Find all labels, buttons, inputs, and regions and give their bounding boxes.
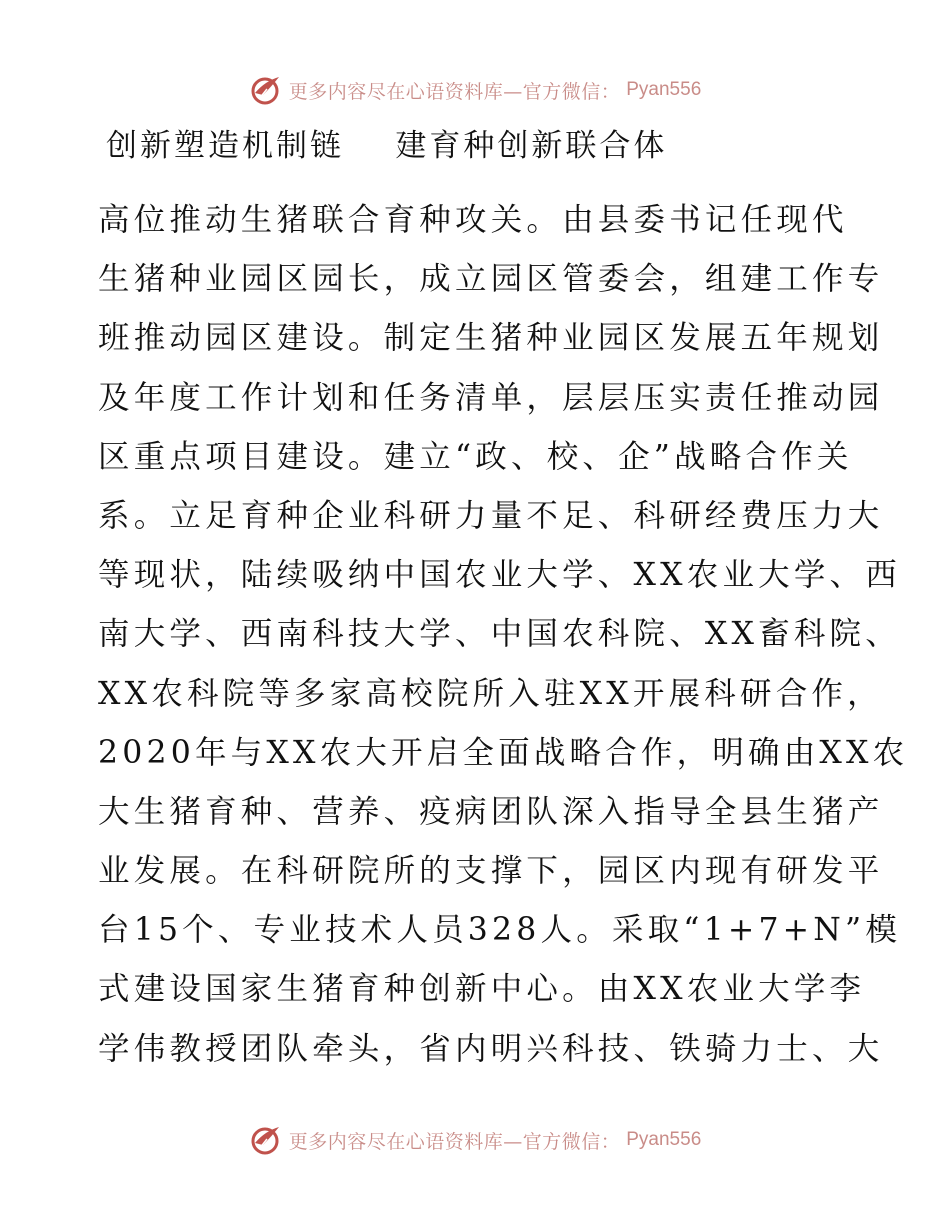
body-line: 系。立足育种企业科研力量不足、科研经费压力大 xyxy=(98,497,884,534)
body-line: 区重点项目建设。建立“政、校、企”战略合作关 xyxy=(98,438,853,475)
quill-logo-icon xyxy=(249,1123,283,1157)
watermark-text: 更多内容尽在心语资料库—官方微信： xyxy=(288,1130,621,1153)
body-line: XX农科院等多家高校院所入驻XX开展科研合作， xyxy=(98,675,883,712)
document-body xyxy=(98,191,909,1079)
body-line: 业发展。在科研院所的支撑下，园区内现有研发平 xyxy=(98,853,884,890)
quill-logo-icon xyxy=(249,73,283,107)
watermark-wechat-id: Pyan556 xyxy=(626,79,702,100)
body-line: 台15个、专业技术人员328人。采取“1+7+N”模 xyxy=(98,912,902,949)
watermark-wechat-id: Pyan556 xyxy=(626,1129,702,1150)
body-line: 2020年与XX农大开启全面战略合作，明确由XX农 xyxy=(98,734,909,771)
watermark-header xyxy=(0,70,950,110)
body-line: 班推动园区建设。制定生猪种业园区发展五年规划 xyxy=(98,320,884,357)
body-line: 大生猪育种、营养、疫病团队深入指导全县生猪产 xyxy=(98,793,884,830)
body-line: 学伟教授团队牵头，省内明兴科技、铁骑力士、大 xyxy=(98,1030,884,1067)
body-line: 式建设国家生猪育种创新中心。由XX农业大学李 xyxy=(98,971,866,1008)
watermark-footer xyxy=(0,1120,950,1160)
body-line: 等现状，陆续吸纳中国农业大学、XX农业大学、西 xyxy=(98,557,901,594)
body-line: 南大学、西南科技大学、中国农科院、XX畜科院、 xyxy=(98,616,901,653)
document-title: 创新塑造机制链 建育种创新联合体 xyxy=(106,128,668,164)
body-line: 生猪种业园区园长，成立园区管委会，组建工作专 xyxy=(98,261,884,298)
watermark-text: 更多内容尽在心语资料库—官方微信： xyxy=(288,80,621,103)
body-line: 高位推动生猪联合育种攻关。由县委书记任现代 xyxy=(98,202,848,238)
body-line: 及年度工作计划和任务清单，层层压实责任推动园 xyxy=(98,379,884,416)
